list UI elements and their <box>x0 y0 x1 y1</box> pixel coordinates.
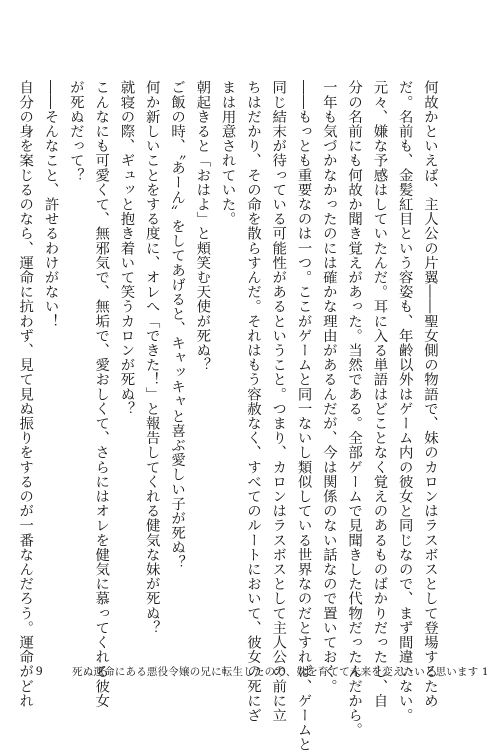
page-number: 9 <box>36 663 43 678</box>
text-line-4: 分の名前にも何故か聞き覚えがあった。当然である。全部ゲームで見聞きした代物だったんだから。 <box>346 80 363 737</box>
text-line-12: 何か新しいことをする度に、オレへ「できた！」と報告してくれる健気な妹が死ぬ？ <box>143 80 160 635</box>
text-line-1: 何故かといえば、主人公の片翼――聖女側の物語で、妹のカロンはラスボスとして登場するため <box>422 80 438 708</box>
text-line-3: 元々、嫌な予感はしていたんだ。耳に入る単語はどことなく覚えのあるものばかりだったし、自 <box>371 80 388 708</box>
text-line-15: が死ぬだって？ <box>67 80 84 183</box>
text-line-7: 同じ結末が待っている可能性があるということ。つまり、カロンはラスボスとして主人公の前に立 <box>270 80 287 723</box>
text-line-6: ――もっとも重要なのは一つ。ここがゲームと同一ないし類似している世界なのだとすれば、ゲームと <box>295 80 312 752</box>
text-line-9: まは用意されていた。 <box>219 80 236 226</box>
text-line-17: 自分の身を案じるのなら、運命に抗わず、見て見ぬ振りをするのが一番なんだろう。運命がどれ <box>17 80 34 708</box>
text-line-2: だ。名前も、金髪紅目という容姿も、年齢以外はゲーム内の彼女と同じなので、まず間違いない。 <box>396 80 413 723</box>
running-title: 死ぬ運命にある悪役令嬢の兄に転生したので、妹を育てて未来を変えたいと思います 1 <box>72 666 489 678</box>
text-line-10: 朝起きると「おはよ」と頬笑む天使が死ぬ？ <box>194 80 211 372</box>
text-line-13: 就寝の際、ギュッと抱き着いて笑うカロンが死ぬ？ <box>118 80 135 416</box>
text-line-8: ちはだかり、その命を散らすんだ。それはもう容赦なく、すべてのルートにおいて、彼女の死にざ <box>244 80 261 723</box>
text-line-5: 一年も気づかなかったのには確かな理由があるんだが、今は関係のない話なので置いておく。 <box>320 80 337 694</box>
text-line-11: ご飯の時、〝あーん〟をしてあげると、キャッキャと喜ぶ愛しい子が死ぬ？ <box>169 80 186 570</box>
page-footer <box>36 663 489 679</box>
text-line-16: ――そんなこと、許せるわけがない！ <box>42 80 59 329</box>
text-line-14: こんなにも可愛くて、無邪気で、無垢で、愛おしくて、さらにはオレを健気に慕ってくれる彼女 <box>93 80 110 708</box>
